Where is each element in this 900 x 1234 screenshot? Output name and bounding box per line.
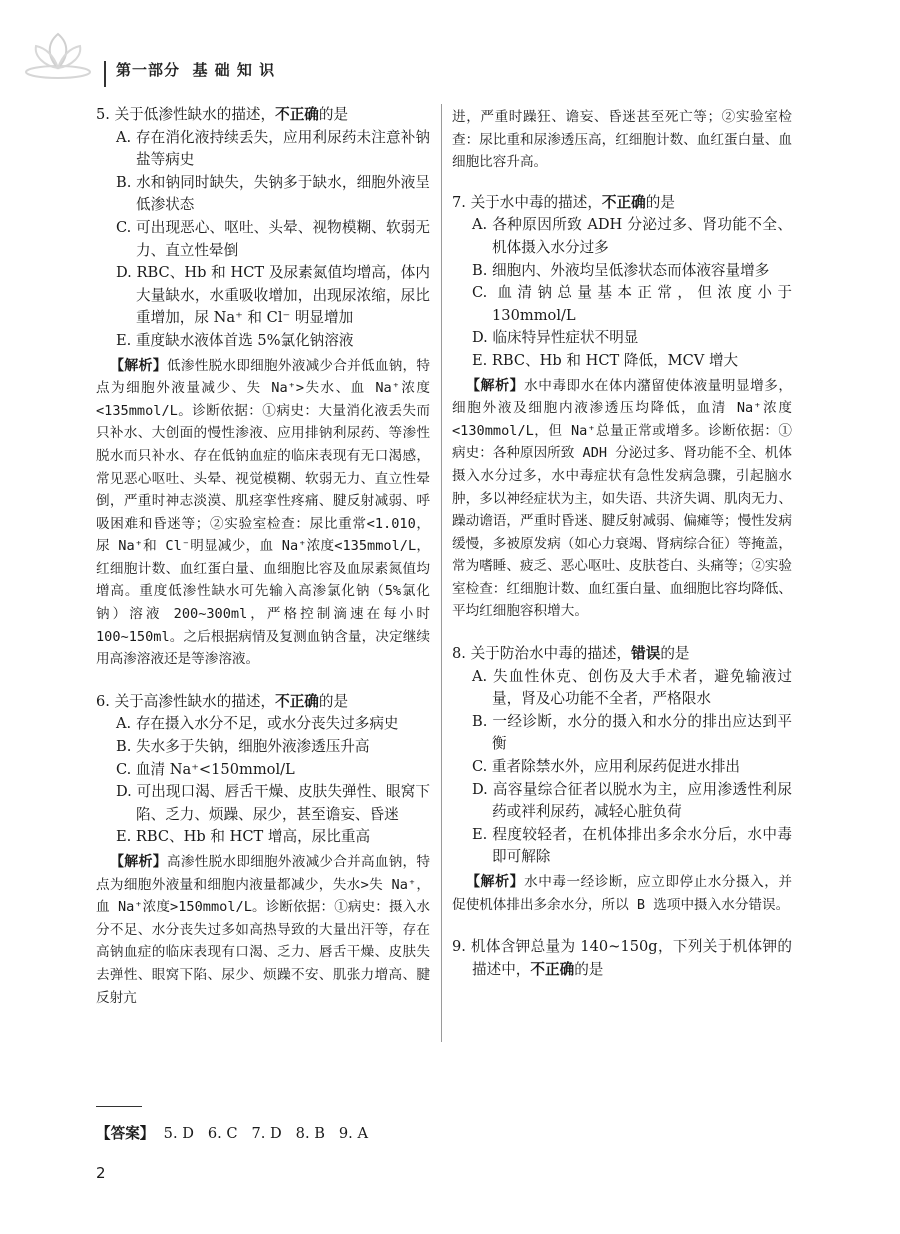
stem-text: 8. 关于防治水中毒的描述， (452, 645, 632, 663)
right-column (452, 104, 792, 983)
option-c: C. 血清钠总量基本正常，但浓度小于 130mmol/L (472, 284, 792, 324)
stem-keyword: 错误 (631, 645, 661, 663)
footnote-rule (96, 1106, 142, 1107)
stem-text: 9. 机体含钾总量为 140~150g，下列关于机体钾的描述中， (452, 938, 792, 978)
question-stem (96, 691, 430, 714)
stem-text: 的是 (660, 645, 690, 663)
stem-text: 6. 关于高渗性缺水的描述， (96, 692, 276, 710)
option-e: E. RBC、Hb 和 HCT 降低，MCV 增大 (472, 351, 739, 369)
option-d: D. 临床特异性症状不明显 (472, 329, 639, 347)
section-title: 第一部分 基 础 知 识 (116, 61, 276, 79)
explanation (96, 851, 430, 1009)
option-b: B. 失水多于失钠，细胞外液渗透压升高 (116, 738, 370, 756)
explanation-label: 【解析】 (110, 357, 168, 374)
lotus-logo-icon (22, 28, 94, 84)
option-c: C. 血清 Na⁺<150mmol/L (116, 760, 295, 778)
stem-text: 的是 (574, 960, 604, 978)
explanation-text: 低渗性脱水即细胞外液减少合并低血钠，特点为细胞外液量减少、失 Na⁺>失水、血 Na⁺浓度<135mmol/L。诊断依据：①病史：大量消化液丢失而只补水、大创面的慢性渗液、应用排钠利尿药、等渗性脱水而只补水、存在低钠血症的临床表现有无口渴感，常见恶心呕吐、头晕、视觉模糊、软弱无力、直立性晕倒，严重时神志淡漠、肌痉挛性疼痛、腱反射减弱、呼吸困难和昏迷等；②实验室检查：尿比重常<1.010，尿 Na⁺和 Cl⁻明显减少，血 Na⁺浓度<135mmol/L，红细胞计数、血红蛋白量、血细胞比容及血尿素氮值均增高。重度低渗性缺水可先输入高渗氯化钠（5%氯化钠）溶液 200~300ml，严格控制滴速在每小时 100~150ml。之后根据病情及复测血钠含量，决定继续用高渗溶液还是等渗溶液。 (96, 357, 431, 668)
question-stem (452, 936, 792, 981)
option-e: E. 重度缺水液体首选 5%氯化钠溶液 (116, 331, 354, 349)
explanation-label: 【解析】 (110, 854, 168, 870)
option-c: C. 重者除禁水外，应用利尿药促进水排出 (472, 758, 741, 776)
option-d: D. 可出现口渴、唇舌干燥、皮肤失弹性、眼窝下陷、乏力、烦躁、尿少，甚至谵妄、昏迷 (116, 783, 430, 823)
option-b: B. 一经诊断，水分的摄入和水分的排出应达到平衡 (472, 712, 792, 753)
option-b: B. 水和钠同时缺失，失钠多于缺水，细胞外液呈低渗状态 (116, 173, 430, 214)
stem-text: 的是 (318, 106, 349, 123)
page-header (0, 0, 900, 100)
explanation-text: 高渗性脱水即细胞外液减少合并高血钠，特点为细胞外液量和细胞内液量都减少，失水>失 Na⁺，血 Na⁺浓度>150mmol/L。诊断依据：①病史：摄入水分不足、水分丧失过多如高热导致的大量出汗等，存在高钠血症的临床表现有口渴、乏力、唇舌干燥、皮肤失去弹性、眼窝下陷、尿少、烦躁不安、肌张力增高、腱反射亢 (96, 854, 431, 1006)
column-divider (441, 104, 442, 1042)
option-d: D. 高容量综合征者以脱水为主，应用渗透性利尿药或袢利尿药，减轻心脏负荷 (472, 780, 792, 821)
explanation (452, 871, 792, 916)
option-a: A. 各种原因所致 ADH 分泌过多、肾功能不全、机体摄入水分过多 (472, 216, 792, 256)
header-bar (104, 61, 106, 87)
stem-text: 的是 (645, 193, 675, 211)
stem-keyword: 不正确 (601, 193, 646, 211)
option-e: E. 程度较轻者，在机体排出多余水分后，水中毒即可解除 (472, 825, 792, 866)
page-number: 2 (96, 1164, 106, 1182)
explanation-label: 【解析】 (466, 874, 525, 890)
stem-keyword: 不正确 (530, 960, 575, 978)
question-stem (452, 192, 792, 215)
option-a: A. 存在消化液持续丢失，应用利尿药未注意补钠盐等病史 (116, 128, 430, 169)
option-d: D. RBC、Hb 和 HCT 及尿素氮值均增高，体内大量缺水，水重吸收增加，出现尿浓缩，尿比重增加，尿 Na⁺ 和 Cl⁻ 明显增加 (116, 264, 430, 327)
answer-key (96, 1122, 368, 1143)
question-stem (96, 104, 430, 127)
explanation-text: 水中毒一经诊断，应立即停止水分摄入，并促使机体排出多余水分，所以 B 选项中摄入水分错误。 (452, 874, 793, 913)
question-7 (452, 192, 792, 623)
stem-text: 的是 (318, 692, 349, 710)
explanation (452, 375, 792, 624)
question-stem (452, 643, 792, 666)
explanation-text: 水中毒即水在体内潴留使体液量明显增多，细胞外液及细胞内液渗透压均降低，血清 Na⁺浓度<130mmol/L，但 Na⁺总量正常或增多。诊断依据：①病史：各种原因所致 ADH 分泌过多、肾功能不全、机体摄入水分过多，水中毒症状有急性发病急骤，引起脑水肿，多以神经症状为主，如失语、共济失调、肌肉无力、躁动谵语，严重时昏迷、腱反射减弱、偏瘫等；慢性发病缓慢，多被原发病（如心力衰竭、肾病综合征）等掩盖，常为嗜睡、疲乏、恶心呕吐、皮肤苍白、头痛等；②实验室检查：红细胞计数、血红蛋白量、血细胞比容均降低、平均红细胞容积增大。 (452, 377, 793, 620)
option-e: E. RBC、Hb 和 HCT 增高，尿比重高 (116, 828, 371, 846)
answer-key-label: 【答案】 (96, 1125, 155, 1142)
option-a: A. 存在摄入水分不足，或水分丧失过多病史 (116, 715, 399, 733)
option-c: C. 可出现恶心、呕吐、头晕、视物模糊、软弱无力、直立性晕倒 (116, 218, 430, 259)
stem-text: 7. 关于水中毒的描述， (452, 193, 602, 211)
answer-key-values: 5. D 6. C 7. D 8. B 9. A (163, 1125, 368, 1142)
question-6 (96, 691, 430, 1009)
question-5 (96, 104, 430, 671)
explanation-continued: 进，严重时躁狂、谵妄、昏迷甚至死亡等；②实验室检查：尿比重和尿渗透压高，红细胞计数、血红蛋白量、血细胞比容升高。 (452, 109, 792, 171)
left-column (96, 104, 430, 1011)
option-b: B. 细胞内、外液均呈低渗状态而体液容量增多 (472, 261, 770, 279)
option-a: A. 失血性休克、创伤及大手术者，避免输液过量，肾及心功能不全者，严格限水 (472, 667, 792, 708)
explanation-label: 【解析】 (466, 377, 525, 394)
stem-keyword: 不正确 (275, 692, 319, 710)
stem-text: 5. 关于低渗性缺水的描述， (96, 106, 276, 123)
stem-keyword: 不正确 (275, 106, 319, 123)
explanation (96, 355, 430, 671)
question-9 (452, 936, 792, 981)
question-8 (452, 643, 792, 916)
